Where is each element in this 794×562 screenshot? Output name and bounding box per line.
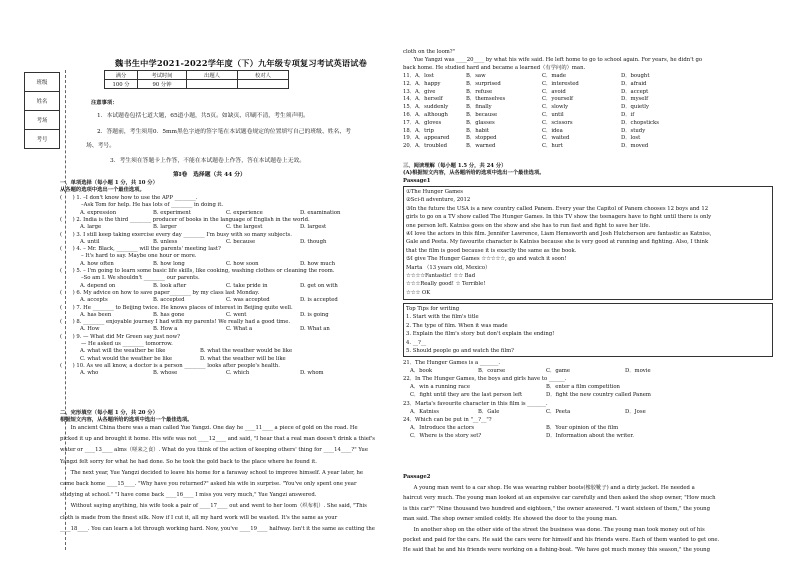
cloze-option: 17．A．gloves: [403, 119, 442, 126]
cloze-option: C．yourself: [542, 96, 573, 103]
cloze-option: B．because: [466, 112, 498, 118]
answer-option: D. largest: [300, 224, 327, 231]
answer-option: D. is going: [300, 311, 329, 318]
question-stem: ( ) 4. – Mr. Black, ________ will the parents' meeting last?: [60, 246, 221, 253]
answer-option: A. how often: [80, 260, 114, 267]
answer-option: C. the largest: [226, 224, 263, 231]
answer-option: D．Information about the writer.: [546, 432, 634, 439]
cloze-option: 20．A．troubled: [403, 143, 448, 150]
review-line: ☆☆☆☆Fantastic! ☆☆ Bad: [406, 273, 476, 279]
passage-line: back home. He studied hard and became a learned（有学问的）man.: [403, 65, 586, 71]
answer-option: C．Where is the story set?: [410, 432, 482, 439]
cloze-option: C．slowly: [542, 104, 569, 111]
cloze-option: C．hurt: [542, 143, 563, 150]
info-header: 考试时间: [138, 71, 187, 80]
review-line: ③In the future the USA is a new country called Panem. Every year the Capitol of Panem chooses 12 boys and 12: [406, 205, 709, 212]
answer-option: C. what would the weather be like: [80, 355, 173, 362]
cloze-option: D．lost: [621, 135, 641, 142]
question-stem: ( ) 6. My advice on how to save paper________ by my class last Monday.: [60, 289, 260, 296]
cloze-option: C．made: [542, 73, 567, 79]
cloze-option: D．bought: [621, 73, 650, 79]
cloze-option: 14．A．herself: [403, 96, 443, 103]
review-line: ⑤I give The Hunger Games ☆☆☆☆☆, go and watch it soon!: [406, 256, 567, 263]
review-line: ☆☆☆ OK: [406, 289, 431, 296]
answer-option: C．game: [546, 368, 571, 375]
answer-option: A. what will the weather be like: [80, 348, 166, 355]
answer-option: D. how much: [300, 260, 336, 267]
review-line: that the film is good because it is exactly the same as the book.: [406, 247, 577, 254]
answer-option: D. though: [300, 238, 327, 245]
reading-question: 22．In The Hunger Games, the boys and girls have to ______.: [403, 376, 567, 383]
cloze-option: C．interested: [542, 80, 579, 87]
info-value: [187, 80, 238, 89]
answer-option: A. How: [80, 326, 100, 333]
info-value: 100 分: [105, 80, 138, 89]
section1-instructions: 从各题的选项中选出一个最佳选项。: [60, 187, 145, 193]
info-value: 90 分钟: [138, 80, 187, 89]
section3-heading: 三、阅读理解（每小题 1.5 分，共 24 分）: [403, 163, 507, 169]
passage1-label: Passage1: [403, 178, 431, 184]
info-header: 出题人: [187, 71, 238, 80]
passage-line: water or ____13____ alms（嗟来之食）. What do you think of the action of keeping others' thing for ____14____?" Yue: [60, 447, 368, 454]
answer-option: B. unless: [153, 238, 178, 245]
answer-option: C. because: [226, 238, 256, 245]
cloze-option: B．habit: [466, 127, 489, 134]
side-field-name: 姓名: [24, 91, 60, 111]
notes-heading: 注意事项：: [91, 100, 118, 106]
answer-option: C. went: [226, 311, 247, 318]
answer-option: C. experience: [226, 209, 263, 216]
answer-option: A．Katniss: [410, 408, 439, 415]
passage-line: In another shop on the other side of the street the business was done. The young man took money out of his: [403, 526, 705, 533]
cloze-option: D．afraid: [621, 80, 647, 87]
tips-line: Top Tips for writing: [406, 306, 460, 312]
passage-line: studying at school." "I have come back ____16____ I miss you very much," Yue Yangzi answered.: [60, 492, 317, 499]
answer-option: B. whose: [153, 370, 178, 377]
cloze-option: B．warned: [466, 143, 496, 150]
section2-heading: 二、完形填空（每小题 1 分，共 20 分）: [60, 410, 158, 416]
answer-option: B. experiment: [153, 209, 191, 216]
cloze-option: B．glasses: [466, 119, 495, 126]
answer-option: A．book: [410, 368, 433, 375]
cloze-option: D．chopsticks: [621, 119, 659, 126]
tips-line: 4. __?__: [406, 339, 427, 346]
answer-option: B．course: [478, 368, 506, 375]
answer-option: C．Peeta: [546, 408, 571, 415]
question-stem: ( ) 3. I still keep taking exercise every day ________ I'm busy with so many subjects.: [60, 231, 292, 238]
tips-line: 2. The type of film. When it was made: [406, 322, 508, 329]
cloze-option: B．refuse: [466, 88, 493, 95]
passage-line: The next year, Yue Yangzi decided to leave his home for a faraway school to improve himself. A year later, he: [60, 469, 363, 476]
reading-question: 21．The Hunger Games is a _______.: [403, 360, 501, 366]
passage-line: picked it up and brought it home. His wife was not ____12____ and said, "I hear that a real man doesn't drink a thief's: [60, 436, 376, 443]
cloze-option: 18．A．trip: [403, 127, 434, 134]
answer-option: B. has gone: [153, 311, 185, 318]
passage-line: is this car?" "Nine thousand two hundred and eighteen," the owner answered. "I want sixteen of them," the young: [403, 505, 710, 512]
cloze-option: D．quietly: [621, 104, 649, 111]
review-line: ④I love the actors in this film. Jennifer Lawrence, Liam Hemsworth and Josh Hutcherson are fantastic as Katniss,: [406, 231, 712, 237]
cloze-option: B．stopped: [466, 135, 497, 142]
question-stem: ( ) 8. ________ enjoyable journey I had with my parents! We really had a good time.: [60, 319, 291, 326]
section1-heading: 一、单项选择（每小题 1 分，共 10 分）: [60, 180, 158, 186]
cloze-option: C．waited: [542, 135, 570, 142]
cloze-option: D．if: [621, 112, 635, 118]
reading-question: 24．Which can be put in "__?__"?: [403, 416, 492, 423]
answer-option: C. how soon: [226, 260, 259, 267]
note-2: 2．答题前，考生须用0．5mm黑色字迹的签字笔在本试题卷规定的位置填写自己的班级、姓名、考: [97, 129, 351, 135]
answer-option: B. How a: [153, 326, 178, 333]
info-header: 校对人: [238, 71, 289, 80]
question-dialogue: –So am I. We shouldn't ________ our parents.: [81, 275, 200, 282]
info-value: [238, 80, 289, 89]
cloze-option: 19．A．appeared: [403, 135, 450, 142]
cloze-option: C．avoid: [542, 88, 566, 95]
answer-option: D. What an: [300, 326, 330, 333]
question-dialogue: –Ask Tom for help. He has lots of ________ in doing it.: [81, 202, 224, 209]
answer-option: A. until: [80, 238, 100, 245]
question-stem: ( ) 10. As we all know, a doctor is a person ________ looks after people's health.: [60, 362, 280, 369]
answer-option: B. what the weather would be like: [200, 348, 293, 355]
answer-option: A. who: [80, 370, 99, 377]
question-stem: ( ) 1. –I don't know how to use the APP ________.: [60, 195, 198, 201]
question-dialogue: – It's hard to say. Maybe one hour or more.: [81, 253, 197, 260]
question-stem: ( ) 5. – I'm going to learn some basic life skills, like cooking, washing clothes or cleaning the room.: [60, 268, 335, 274]
passage-line: haircut very much. The young man looked at an expensive car carefully and then asked the shop owner, "How much: [403, 495, 716, 502]
answer-option: C．fight until they are the last person left: [410, 392, 523, 399]
answer-option: D. is accepted: [300, 297, 338, 304]
section3-instructions: (A)根据短文内容，从各题所给的选项中选出一个最佳选项。: [403, 170, 545, 176]
question-stem: ( ) 9. — What did Mr Green say just now?: [60, 333, 180, 340]
info-header: 满分: [105, 71, 138, 80]
cloze-option: 12．A．happy: [403, 80, 441, 87]
passage-line: man said. The shop owner smiled coldly. He showed the door to the young man.: [403, 516, 618, 523]
exam-info-table: [104, 70, 289, 89]
question-dialogue: — He asked us ________ tomorrow.: [81, 341, 173, 347]
passage-line: A young man went to a car shop. He was wearing rubber boots(橡胶靴子) and a dirty jacket. He needed a: [403, 485, 695, 491]
passage-line: Yangzi felt sorry for what he had done. So he took the gold back to the place where he found it.: [60, 458, 317, 465]
note-2-cont: 场、考号。: [86, 143, 115, 149]
passage-line: In ancient China there was a man called Yue Yangzi. One day he ____11____ a piece of gold on the road. He: [60, 425, 358, 431]
answer-option: D. examination: [300, 209, 341, 216]
cloze-option: D．moved: [621, 143, 649, 150]
answer-option: A．win a running race: [410, 384, 471, 391]
review-line: one person left. Katniss goes on the show and she has to run fast and fight to save her life.: [406, 222, 651, 229]
answer-option: D．fight the new country called Panem: [546, 392, 651, 399]
answer-option: D. what the weather will be like: [200, 355, 286, 362]
cloze-option: C．until: [542, 112, 564, 118]
answer-option: A. large: [80, 224, 102, 231]
answer-option: A. expression: [80, 209, 117, 216]
cloze-option: C．idea: [542, 127, 563, 134]
answer-option: B. look after: [153, 282, 187, 289]
passage-line: ____18____. You can learn a lot through working hard. Now, you've ____19____ halfway. Isn't it the same as cutting the: [60, 525, 375, 532]
review-line: ②Sci-fi adventure, 2012: [406, 197, 471, 204]
passage-line: Without saying anything, his wife took a pair of ____17____ out and went to her loom（织布机）. She said, "This: [60, 503, 367, 510]
cloze-option: B．finally: [466, 104, 492, 111]
tips-line: 5. Should people go and watch the film?: [406, 348, 515, 354]
answer-option: C. was accepted: [226, 297, 270, 304]
answer-option: D. get on with: [300, 282, 338, 289]
review-line: ☆☆☆Really good! ☆ Terrible!: [406, 281, 486, 288]
question-stem: ( ) 2. India is the third ________ producer of books in the language of English in the world.: [60, 216, 310, 223]
passage-line: pocket and paid for the cars. He said the cars were for himself and his friends were. Each of them wanted to get one.: [403, 537, 720, 543]
passage-line: cloth is made from the finest silk. Now if I cut it, all my hard work will be wasted. It's the same as your: [60, 514, 338, 521]
review-line: Gale and Peeta. My favourite character is Katniss because she is very good at running and fighting. Also, I think: [406, 239, 709, 246]
answer-option: A. depend on: [80, 282, 116, 289]
section2-instructions: 根据短文内容，从各题所给的选项中选出一个最佳选项。: [60, 417, 193, 423]
side-field-class: 班级: [24, 72, 60, 92]
cloze-option: C．scissors: [542, 119, 573, 126]
answer-option: B．Your opinion of the film: [546, 424, 619, 431]
answer-option: C. What a: [226, 326, 253, 333]
answer-option: B. accepted: [153, 297, 185, 304]
answer-option: C. which: [226, 370, 250, 377]
tips-line: 1. Start with the film's title: [406, 314, 479, 321]
cloze-option: 16．A．although: [403, 112, 448, 118]
passage-line: cloth on the loom?": [403, 49, 456, 55]
side-field-room: 考场: [24, 110, 60, 130]
question-stem: ( ) 7. He ________ to Beijing twice. He knows places of interest in Beijing quite well.: [60, 304, 293, 311]
passage-line: He said that he and his friends were working on a fishing-boat. "We have got much money this season," the young: [403, 547, 710, 554]
cloze-option: B．surprised: [466, 80, 501, 87]
answer-option: A．Introduce the actors: [410, 424, 475, 431]
cloze-option: D．myself: [621, 96, 649, 103]
answer-option: C. take pride in: [226, 282, 268, 289]
answer-option: D. whom: [300, 370, 324, 377]
part1-heading: 第Ⅰ卷 选择题（共 44 分）: [173, 172, 246, 178]
answer-option: D．movie: [625, 368, 651, 375]
review-line: girls to go on a TV show called The Hunger Games. In this TV show the teenagers have to fight until there is only: [406, 214, 712, 221]
passage-line: came back home ____15____. "Why have you returned?" asked his wife in surprise. "You've only spent one year: [60, 481, 357, 487]
answer-option: B. how long: [153, 260, 185, 267]
passage-line: Yue Yangzi was ____20____ by what his wife said. He left home to go to school again. For years, he didn't go: [403, 57, 703, 63]
note-1: 1．本试题卷包括七道大题，65道小题，共5页。如缺页、印刷不清，考生须声明。: [97, 113, 309, 119]
review-line: ①The Hunger Games: [406, 189, 463, 195]
answer-option: A. accepts: [80, 297, 108, 304]
review-line: Marta （13 years old, Mexico）: [406, 264, 491, 271]
side-field-number: 考号: [24, 129, 60, 149]
note-3: 3．考生须在答题卡上作答，不能在本试题卷上作答，答在本试题卷上无效。: [110, 158, 305, 164]
tips-line: 3. Explain the film's story but don't explain the ending!: [406, 331, 555, 338]
cloze-option: 13．A．give: [403, 88, 436, 95]
answer-option: B. larger: [153, 224, 177, 231]
cloze-option: 11．A．lost: [403, 73, 434, 79]
answer-option: B．Gale: [478, 408, 500, 415]
reading-question: 23．Marta's favourite character in this film is _______.: [403, 400, 548, 407]
cloze-option: 15．A．suddenly: [403, 104, 449, 111]
answer-option: D．Jose: [625, 408, 646, 415]
exam-title: 魏书生中学2021-2022学年度（下）九年级专项复习考试英语试卷: [115, 58, 368, 68]
answer-option: A. has been: [80, 311, 112, 318]
passage2-label: Passage2: [403, 474, 431, 480]
cloze-option: B．themselves: [466, 96, 506, 103]
cloze-option: D．study: [621, 127, 646, 134]
cloze-option: B．saw: [466, 73, 486, 79]
answer-option: B．enter a film competition: [546, 384, 620, 391]
cloze-option: D．accept: [621, 88, 649, 95]
